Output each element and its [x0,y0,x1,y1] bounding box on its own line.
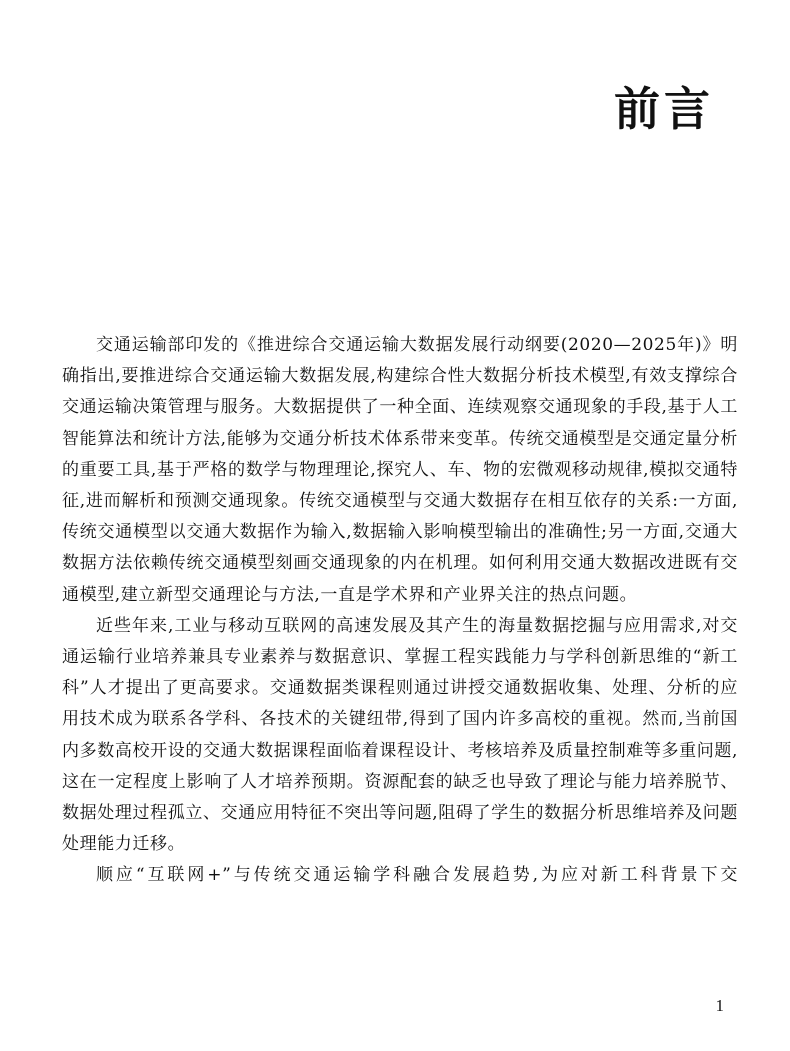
paragraph-3: 顺应“互联网+”与传统交通运输学科融合发展趋势,为应对新工科背景下交 [96,865,738,886]
paragraph-2: 近些年来,工业与移动互联网的高速发展及其产生的海量数据挖掘与应用需求,对交通运输行业培养兼具专业素养与数据意识、掌握工程实践能力与学科创新思维的“新工科”人才提出了更高要求。交通数据类课程则通过讲授交通数据收集、处理、分析的应用技术成为联系各学科、各技术的关键纽带,得到了国内许多高校的重视。然而,当前国内多数高校开设的交通大数据课程面临着课程设计、考核培养及质量控制难等多重问题,这在一定程度上影响了人才培养预期。资源配套的缺乏也导致了理论与能力培养脱节、数据处理过程孤立、交通应用特征不突出等问题,阻碍了学生的数据分析思维培养及问题处理能力迁移。 [62,615,738,855]
page-number: 1 [715,996,724,1015]
paragraph-1: 交通运输部印发的《推进综合交通运输大数据发展行动纲要(2020—2025年)》明确指出,要推进综合交通运输大数据发展,构建综合性大数据分析技术模型,有效支撑综合交通运输决策管理与服务。大数据提供了一种全面、连续观察交通现象的手段,基于人工智能算法和统计方法,能够为交通分析技术体系带来变革。传统交通模型是交通定量分析的重要工具,基于严格的数学与物理理论,探究人、车、物的宏微观移动规律,模拟交通特征,进而解析和预测交通现象。传统交通模型与交通大数据存在相互依存的关系:一方面,传统交通模型以交通大数据作为输入,数据输入影响模型输出的准确性;另一方面,交通大数据方法依赖传统交通模型刻画交通现象的内在机理。如何利用交通大数据改进既有交通模型,建立新型交通理论与方法,一直是学术界和产业界关注的热点问题。 [62,335,738,605]
page-title: 前言 [614,82,714,136]
body-text [62,330,738,892]
